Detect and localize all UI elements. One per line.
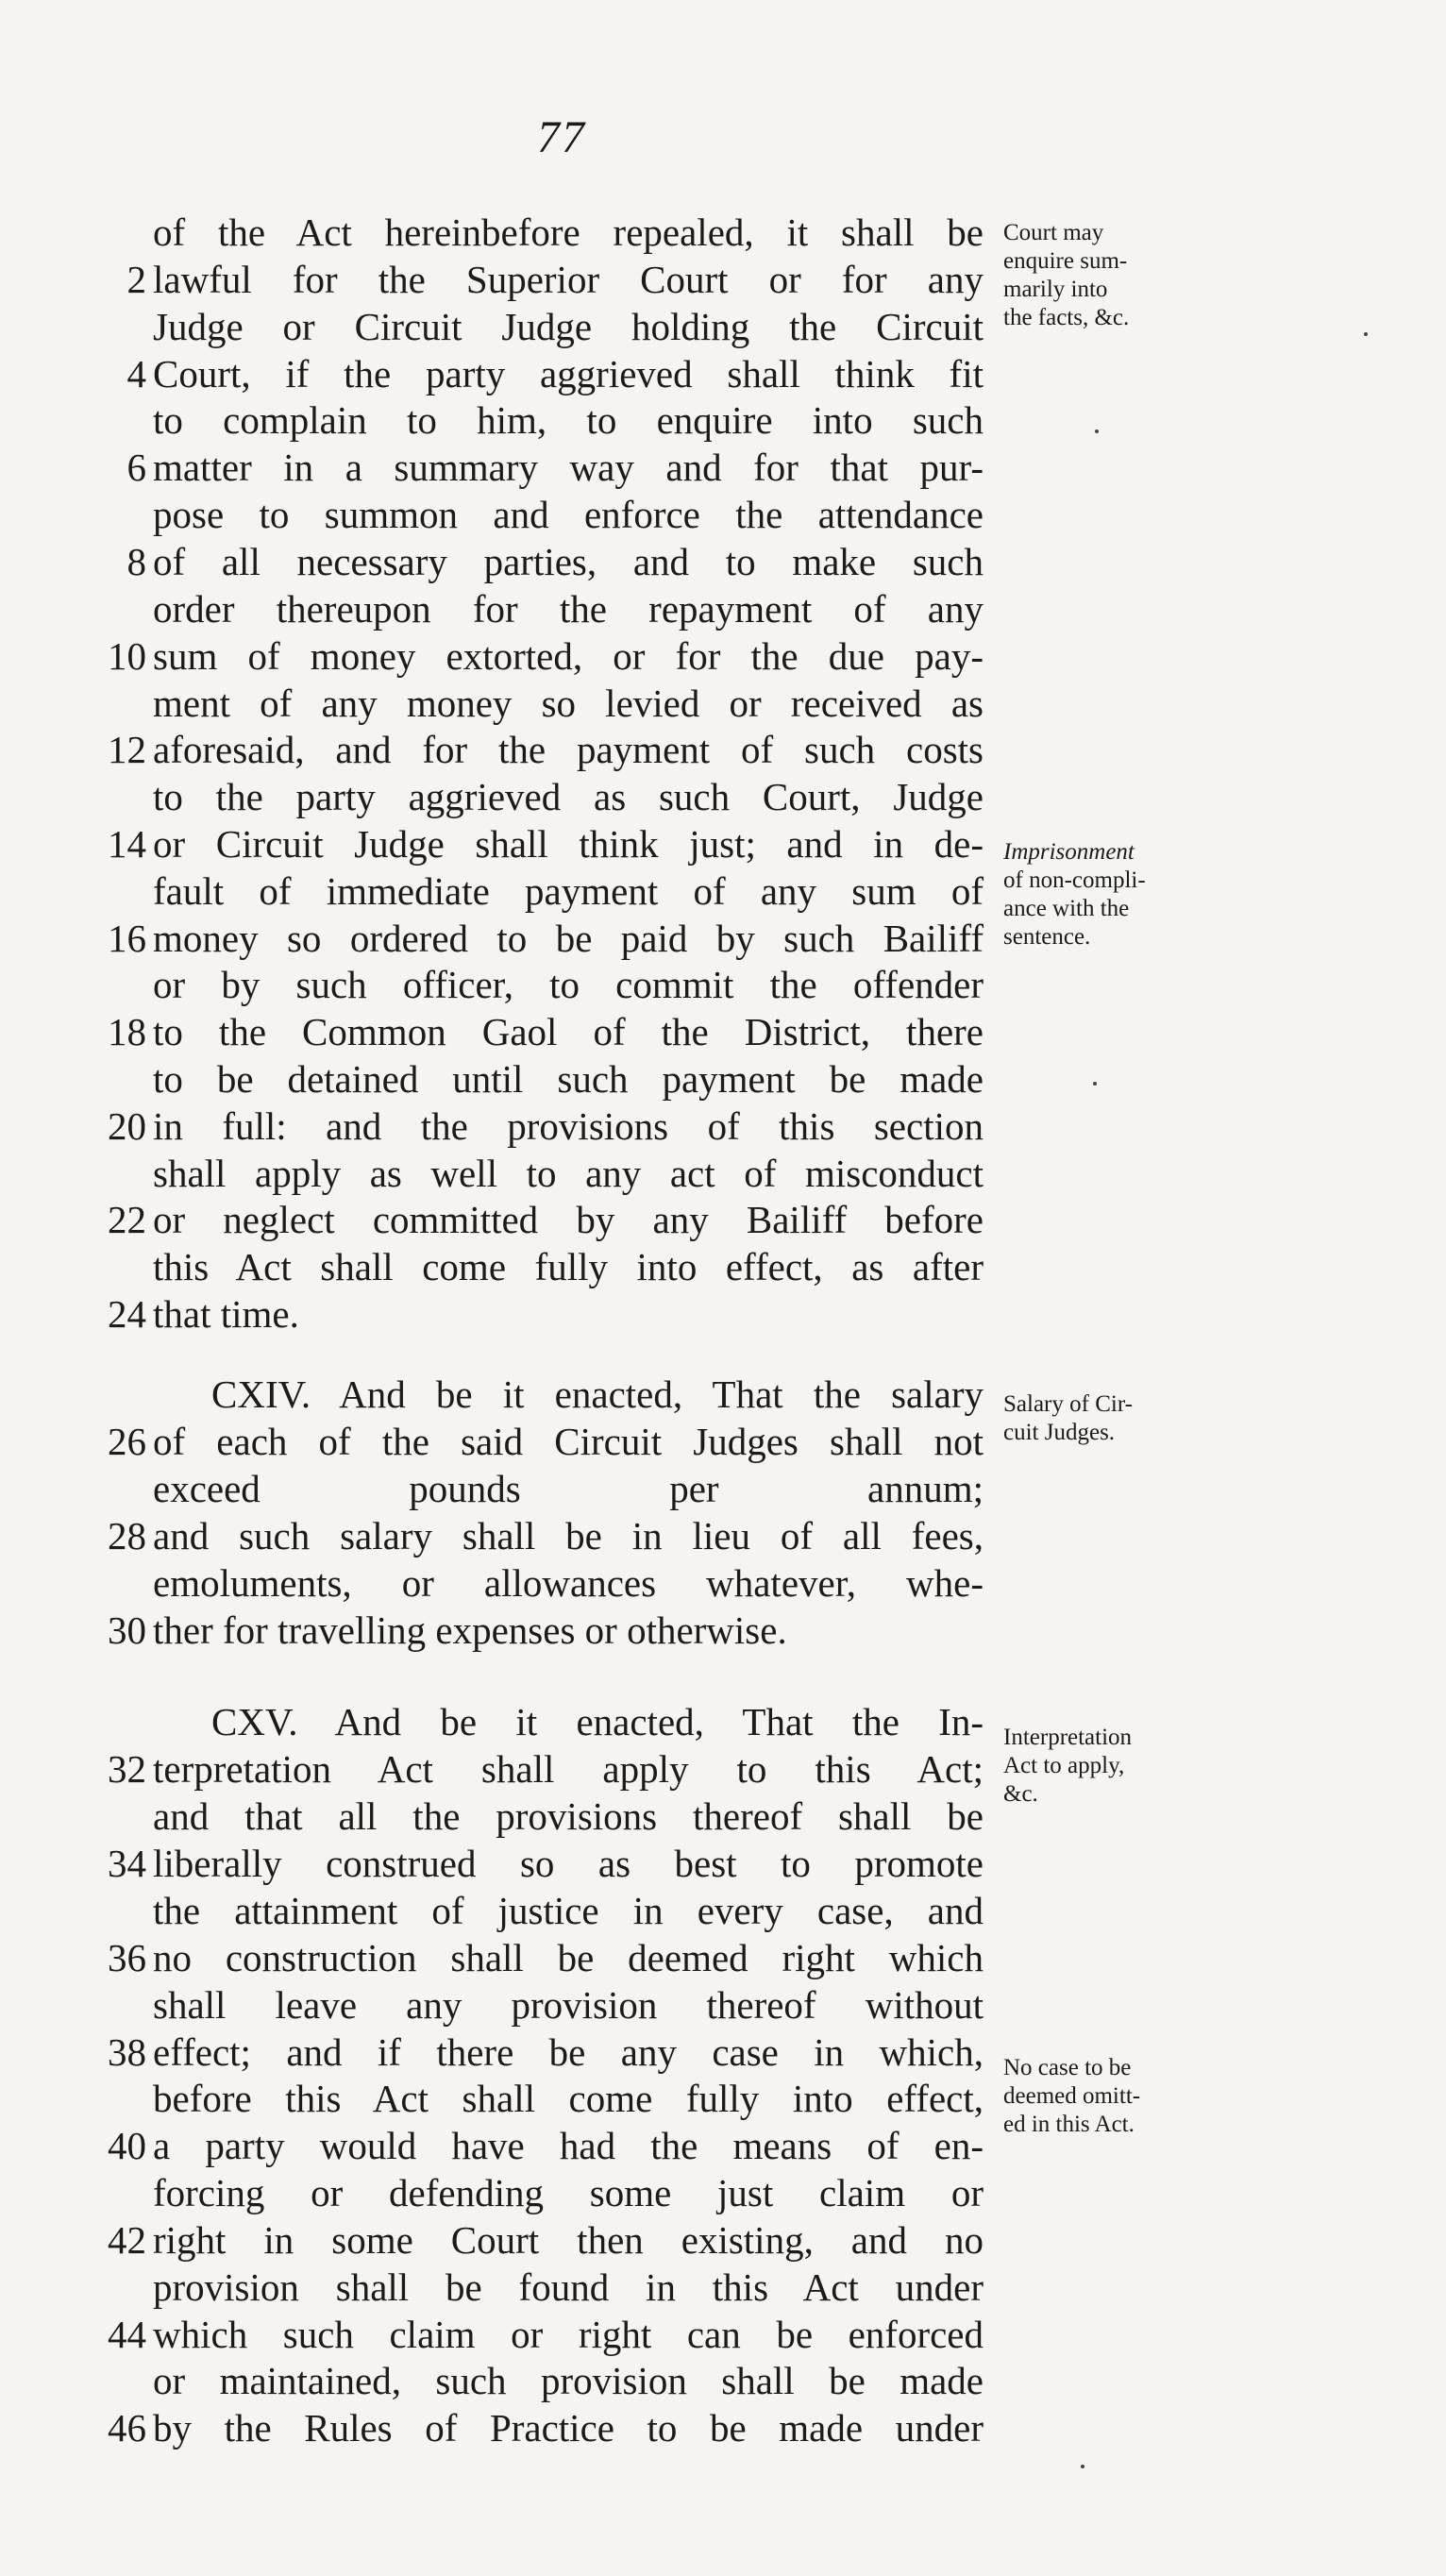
margin-note-line: cuit Judges. — [1003, 1420, 1116, 1445]
line-number: 12 — [108, 728, 146, 771]
body-line: fault of immediate payment of any sum of — [153, 869, 984, 913]
body-line: terpretation Act shall apply to this Act; — [153, 1747, 984, 1791]
line-number: 16 — [108, 917, 146, 960]
body-line: right in some Court then existing, and no — [153, 2218, 984, 2262]
margin-note-line: ed in this Act. — [1003, 2112, 1135, 2137]
margin-note-line: Salary of Cir- — [1003, 1391, 1133, 1417]
line-number: 44 — [108, 2313, 146, 2356]
body-line: Court, if the party aggrieved shall think fit — [153, 352, 984, 396]
margin-note-line: enquire sum- — [1003, 248, 1128, 274]
line-number: 30 — [108, 1608, 146, 1652]
margin-note-line: Interpretation — [1003, 1725, 1133, 1750]
body-line: to be detained until such payment be made — [153, 1057, 984, 1101]
body-line: Judge or Circuit Judge holding the Circuit — [153, 305, 984, 348]
body-line: to the party aggrieved as such Court, Judge — [153, 775, 984, 818]
margin-note-line: Act to apply, — [1003, 1753, 1125, 1778]
body-line: to the Common Gaol of the District, there — [153, 1010, 984, 1053]
margin-note-line: deemed omitt- — [1003, 2083, 1141, 2109]
body-line: ther for travelling expenses or otherwise. — [153, 1608, 787, 1652]
margin-note-line: &c. — [1003, 1781, 1038, 1807]
body-line: ment of any money so levied or received as — [153, 682, 984, 725]
body-line: of each of the said Circuit Judges shall not — [153, 1420, 984, 1463]
margin-note-line: Court may — [1003, 220, 1104, 245]
margin-note — [1003, 2054, 1192, 2139]
body-line: forcing or defending some just claim or — [153, 2171, 984, 2214]
body-line: a party would have had the means of en- — [153, 2124, 984, 2167]
body-line: sum of money extorted, or for the due pay- — [153, 634, 984, 678]
margin-note-line: sentence. — [1003, 924, 1091, 950]
body-line: before this Act shall come fully into effect, — [153, 2077, 984, 2120]
body-line: the attainment of justice in every case, and — [153, 1889, 984, 1932]
body-line: or Circuit Judge shall think just; and in de- — [153, 822, 984, 866]
margin-note-line: of non-compli- — [1003, 867, 1146, 893]
line-number: 24 — [108, 1292, 146, 1336]
line-number: 46 — [108, 2406, 146, 2450]
body-line: and such salary shall be in lieu of all fees, — [153, 1514, 984, 1557]
line-number: 40 — [108, 2124, 146, 2167]
body-line: of all necessary parties, and to make such — [153, 540, 984, 583]
body-line: exceed pounds per annum; — [153, 1467, 984, 1510]
line-number: 6 — [126, 446, 146, 489]
line-number: 42 — [108, 2218, 146, 2262]
margin-note-line: ance with the — [1003, 896, 1130, 921]
margin-note — [1003, 1390, 1192, 1447]
body-line: in full: and the provisions of this section — [153, 1104, 984, 1148]
body-line: pose to summon and enforce the attendance — [153, 493, 984, 536]
body-line: by the Rules of Practice to be made under — [153, 2406, 984, 2450]
line-number: 32 — [108, 1747, 146, 1791]
line-number: 28 — [108, 1514, 146, 1557]
margin-note-line: No case to be — [1003, 2055, 1132, 2080]
line-number: 20 — [108, 1104, 146, 1148]
line-number: 4 — [126, 352, 146, 396]
body-line: or maintained, such provision shall be made — [153, 2359, 984, 2402]
body-line: to complain to him, to enquire into such — [153, 398, 984, 442]
body-line: order thereupon for the repayment of any — [153, 587, 984, 631]
body-line: shall apply as well to any act of misconduct — [153, 1152, 984, 1195]
body-line: money so ordered to be paid by such Bailiff — [153, 917, 984, 960]
body-line: CXIV. And be it enacted, That the salary — [211, 1372, 984, 1416]
line-number: 18 — [108, 1010, 146, 1053]
body-line: or by such officer, to commit the offender — [153, 963, 984, 1006]
line-number: 26 — [108, 1420, 146, 1463]
body-line: aforesaid, and for the payment of such costs — [153, 728, 984, 771]
print-speck — [1364, 332, 1368, 336]
print-speck — [1081, 2465, 1084, 2468]
line-number: 38 — [108, 2030, 146, 2074]
body-line: that time. — [153, 1292, 299, 1336]
line-number: 10 — [108, 634, 146, 678]
line-number: 34 — [108, 1842, 146, 1885]
margin-note-line: the facts, &c. — [1003, 305, 1130, 330]
body-line: this Act shall come fully into effect, as after — [153, 1245, 984, 1288]
margin-note — [1003, 838, 1192, 951]
page-number: 77 — [537, 112, 586, 162]
body-line: or neglect committed by any Bailiff before — [153, 1198, 984, 1241]
line-number: 14 — [108, 822, 146, 866]
body-line: effect; and if there be any case in which, — [153, 2030, 984, 2074]
margin-note — [1003, 1724, 1192, 1809]
margin-note-line: marily into — [1003, 277, 1108, 302]
body-line: provision shall be found in this Act under — [153, 2265, 984, 2309]
body-line: emoluments, or allowances whatever, whe- — [153, 1561, 984, 1605]
margin-note-line: Imprisonment — [1003, 839, 1135, 865]
body-line: no construction shall be deemed right which — [153, 1936, 984, 1979]
line-number: 22 — [108, 1198, 146, 1241]
body-line: matter in a summary way and for that pur- — [153, 446, 984, 489]
margin-note — [1003, 219, 1192, 332]
print-speck — [1093, 1082, 1097, 1086]
line-number: 2 — [126, 258, 146, 301]
body-line: CXV. And be it enacted, That the In- — [211, 1700, 984, 1743]
body-line: shall leave any provision thereof without — [153, 1983, 984, 2027]
body-line: which such claim or right can be enforced — [153, 2313, 984, 2356]
body-line: lawful for the Superior Court or for any — [153, 258, 984, 301]
body-line: and that all the provisions thereof shall be — [153, 1794, 984, 1838]
line-number: 8 — [126, 540, 146, 583]
print-speck — [1095, 429, 1099, 433]
body-line: of the Act hereinbefore repealed, it shall be — [153, 210, 984, 254]
body-line: liberally construed so as best to promote — [153, 1842, 984, 1885]
line-number: 36 — [108, 1936, 146, 1979]
